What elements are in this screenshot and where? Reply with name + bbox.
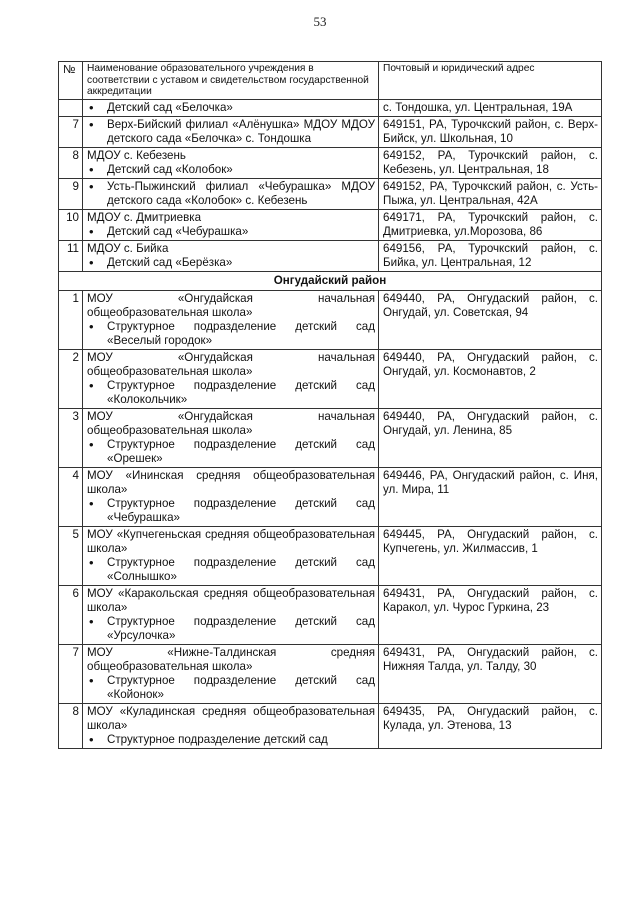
- list-item: [87, 497, 375, 525]
- bullet-icon: •: [89, 377, 94, 393]
- bullet-icon: •: [89, 116, 94, 132]
- institution-name: МОУ «Ининская средняя общеобразовательная школа»: [87, 468, 375, 496]
- institution-cell: [83, 644, 379, 703]
- subunit-name: Структурное подразделение детский сад «Урсулочка»: [107, 614, 375, 642]
- address-cell: 649151, РА, Турочкский район, с. Верх-Бийск, ул. Школьная, 10: [379, 116, 602, 147]
- address-cell: с. Тондошка, ул. Центральная, 19А: [379, 99, 602, 116]
- subunit-name: Структурное подразделение детский сад «Орешек»: [107, 437, 375, 465]
- list-item: [87, 438, 375, 466]
- institution-cell: [83, 178, 379, 209]
- list-item: [87, 180, 375, 208]
- row-number: 1: [59, 290, 83, 349]
- row-number: 5: [59, 526, 83, 585]
- address-cell: 649171, РА, Турочкский район, с. Дмитриевка, ул.Морозова, 86: [379, 209, 602, 240]
- institution-cell: [83, 585, 379, 644]
- address-cell: 649440, РА, Онгудаский район, с. Онгудай, ул. Ленина, 85: [379, 408, 602, 467]
- bullet-icon: •: [89, 223, 94, 239]
- table-row: [59, 703, 602, 748]
- subunit-name: Структурное подразделение детский сад «Солнышко»: [107, 555, 375, 583]
- row-number: 8: [59, 147, 83, 178]
- subunit-name: Верх-Бийский филиал «Алёнушка» МДОУ МДОУ детского сада «Белочка» с. Тондошка: [107, 117, 375, 145]
- row-number: 7: [59, 644, 83, 703]
- row-number: [59, 99, 83, 116]
- institution-cell: [83, 467, 379, 526]
- subunit-name: Структурное подразделение детский сад «Веселый городок»: [107, 319, 375, 347]
- row-number: 7: [59, 116, 83, 147]
- list-item: [87, 256, 375, 270]
- subunit-name: Детский сад «Чебурашка»: [107, 224, 249, 238]
- table-row: [59, 290, 602, 349]
- table-row: [59, 644, 602, 703]
- bullet-icon: •: [89, 436, 94, 452]
- institution-name: МОУ «Куладинская средняя общеобразовательная школа»: [87, 704, 375, 732]
- header-address: Почтовый и юридический адрес: [379, 62, 602, 100]
- institution-cell: [83, 116, 379, 147]
- subunit-name: Структурное подразделение детский сад «Колокольчик»: [107, 378, 375, 406]
- bullet-icon: •: [89, 554, 94, 570]
- institution-name: МОУ «Каракольская средняя общеобразовательная школа»: [87, 586, 375, 614]
- list-item: [87, 320, 375, 348]
- table-header-row: [59, 62, 602, 100]
- bullet-icon: •: [89, 495, 94, 511]
- rows-turochak: [59, 99, 602, 290]
- institution-name: МОУ «Купчегеньская средняя общеобразовательная школа»: [87, 527, 375, 555]
- list-item: [87, 733, 375, 747]
- list-item: [87, 225, 375, 239]
- row-number: 11: [59, 240, 83, 271]
- page-number: 53: [313, 14, 327, 29]
- row-number: 10: [59, 209, 83, 240]
- institution-cell: [83, 349, 379, 408]
- address-cell: 649445, РА, Онгудаский район, с. Купчегень, ул. Жилмассив, 1: [379, 526, 602, 585]
- bullet-icon: •: [89, 613, 94, 629]
- address-cell: 649440, РА, Онгудаский район, с. Онгудай, ул. Космонавтов, 2: [379, 349, 602, 408]
- row-number: 3: [59, 408, 83, 467]
- table-row: [59, 585, 602, 644]
- address-cell: 649156, РА, Турочкский район, с. Бийка, ул. Центральная, 12: [379, 240, 602, 271]
- row-number: 6: [59, 585, 83, 644]
- institution-cell: [83, 240, 379, 271]
- bullet-icon: •: [89, 672, 94, 688]
- header-institution-name: Наименование образовательного учреждения в соответствии с уставом и свидетельством государственной аккредитации: [83, 62, 379, 100]
- table-row: [59, 178, 602, 209]
- institutions-table: [58, 61, 602, 749]
- row-number: 2: [59, 349, 83, 408]
- list-item: [87, 674, 375, 702]
- subunit-name: Структурное подразделение детский сад «Койонок»: [107, 673, 375, 701]
- institution-name: МОУ «Нижне-Талдинская средняя общеобразовательная школа»: [87, 645, 375, 673]
- bullet-icon: •: [89, 161, 94, 177]
- bullet-icon: •: [89, 99, 94, 115]
- table-row: [59, 116, 602, 147]
- subunit-name: Структурное подразделение детский сад: [107, 732, 328, 746]
- list-item: [87, 163, 375, 177]
- institution-name: МОУ «Онгудайская начальная общеобразовательная школа»: [87, 409, 375, 437]
- bullet-icon: •: [89, 318, 94, 334]
- table-row: [59, 209, 602, 240]
- bullet-icon: •: [89, 178, 94, 194]
- table-row: [59, 349, 602, 408]
- institution-name: МОУ «Онгудайская начальная общеобразовательная школа»: [87, 350, 375, 378]
- institution-name: МДОУ с. Дмитриевка: [87, 210, 202, 224]
- institution-name: МДОУ с. Кебезень: [87, 148, 186, 162]
- institution-cell: [83, 526, 379, 585]
- row-number: 8: [59, 703, 83, 748]
- address-cell: 649152, РА, Турочкский район, с. Кебезень, ул. Центральная, 18: [379, 147, 602, 178]
- table-row: [59, 408, 602, 467]
- subunit-name: Структурное подразделение детский сад «Чебурашка»: [107, 496, 375, 524]
- list-item: [87, 615, 375, 643]
- institution-cell: [83, 290, 379, 349]
- table-row: [59, 467, 602, 526]
- list-item: [87, 118, 375, 146]
- district-heading: Онгудайский район: [59, 271, 602, 290]
- subunit-name: Детский сад «Берёзка»: [107, 255, 233, 269]
- institution-cell: [83, 209, 379, 240]
- bullet-icon: •: [89, 254, 94, 270]
- list-item: [87, 379, 375, 407]
- header-number: №: [59, 62, 83, 100]
- address-cell: 649152, РА, Турочкский район, с. Усть-Пыжа, ул. Центральная, 42А: [379, 178, 602, 209]
- institution-cell: [83, 99, 379, 116]
- row-number: 4: [59, 467, 83, 526]
- institution-cell: [83, 408, 379, 467]
- address-cell: 649431, РА, Онгудаский район, с. Каракол, ул. Чурос Гуркина, 23: [379, 585, 602, 644]
- institution-name: МДОУ с. Бийка: [87, 241, 169, 255]
- subunit-name: Детский сад «Колобок»: [107, 162, 233, 176]
- institution-cell: [83, 147, 379, 178]
- row-number: 9: [59, 178, 83, 209]
- table-row: [59, 240, 602, 271]
- address-cell: 649435, РА, Онгудаский район, с. Кулада, ул. Этенова, 13: [379, 703, 602, 748]
- address-cell: 649440, РА, Онгудаский район, с. Онгудай, ул. Советская, 94: [379, 290, 602, 349]
- table-row: [59, 147, 602, 178]
- district-row: [59, 271, 602, 290]
- list-item: [87, 101, 375, 115]
- address-cell: 649431, РА, Онгудаский район, с. Нижняя Талда, ул. Талду, 30: [379, 644, 602, 703]
- list-item: [87, 556, 375, 584]
- subunit-name: Детский сад «Белочка»: [107, 100, 233, 114]
- table-row: [59, 526, 602, 585]
- institution-name: МОУ «Онгудайская начальная общеобразовательная школа»: [87, 291, 375, 319]
- subunit-name: Усть-Пыжинский филиал «Чебурашка» МДОУ детского сада «Колобок» с. Кебезень: [107, 179, 375, 207]
- rows-ongudai: [59, 290, 602, 748]
- address-cell: 649446, РА, Онгудаский район, с. Иня, ул. Мира, 11: [379, 467, 602, 526]
- institution-cell: [83, 703, 379, 748]
- table-row: [59, 99, 602, 116]
- bullet-icon: •: [89, 731, 94, 747]
